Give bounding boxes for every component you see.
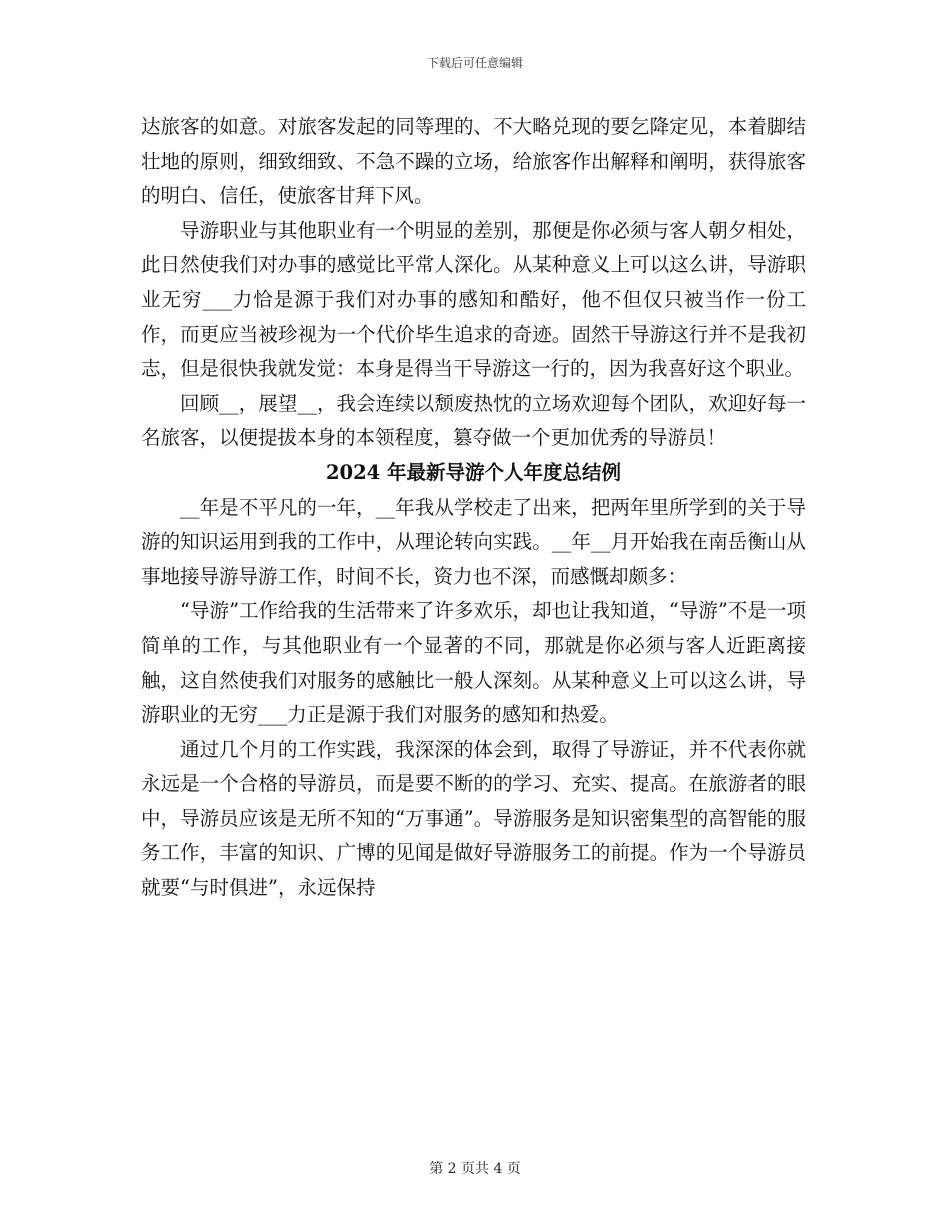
body-paragraph-2: 导游职业与其他职业有一个明显的差别，那便是你必须与客人朝夕相处，此日然使我们对办事的感觉比平常人深化。从某种意义上可以这么讲，导游职业无穷___力恰是源于我们对办事的感知和酷好，他不但仅只被当作一份工作，而更应当被珍视为一个代价毕生追求的奇迹。固然干导游这行并不是我初志，但是很快我就发觉：本身是得当干导游这一行的，因为我喜好这个职业。 xyxy=(141,218,806,381)
section-title: 2024 年最新导游个人年度总结例 xyxy=(325,460,622,484)
document-body xyxy=(141,110,806,906)
page-header: 下载后可任意编辑 xyxy=(426,56,523,70)
section-paragraph-1: __年是不平凡的一年，__年我从学校走了出来，把两年里所学到的关于导游的知识运用到我的工作中，从理论转向实践。__年__月开始我在南岳衡山从事地接导游导游工作，时间不长，资力也不深，而感慨却颇多： xyxy=(141,495,806,588)
page-footer: 第 2 页共 4 页 xyxy=(429,1161,521,1177)
section-paragraph-3: 通过几个月的工作实践，我深深的体会到，取得了导游证，并不代表你就永远是一个合格的导游员，而是要不断的的学习、充实、提高。在旅游者的眼中，导游员应该是无所不知的“万事通”。导游服务是知识密集型的高智能的服务工作，丰富的知识、广博的见闻是做好导游服务工的前提。作为一个导游员就要“与时俱进”，永远保持 xyxy=(141,737,806,900)
section-paragraph-2: “导游”工作给我的生活带来了许多欢乐，却也让我知道，“导游”不是一项简单的工作，与其他职业有一个显著的不同，那就是你必须与客人近距离接触，这自然使我们对服务的感触比一般人深刻。从某种意义上可以这么讲，导游职业的无穷___力正是源于我们对服务的感知和热爱。 xyxy=(141,599,806,727)
body-paragraph-3: 回顾__，展望__，我会连续以颓废热忱的立场欢迎每个团队，欢迎好每一名旅客，以便提拔本身的本领程度，篡夺做一个更加优秀的导游员！ xyxy=(141,391,806,450)
body-paragraph-1: 达旅客的如意。对旅客发起的同等理的、不大略兑现的要乞降定见，本着脚结壮地的原则，细致细致、不急不躁的立场，给旅客作出解释和阐明，获得旅客的明白、信任，使旅客甘拜下风。 xyxy=(141,115,806,208)
